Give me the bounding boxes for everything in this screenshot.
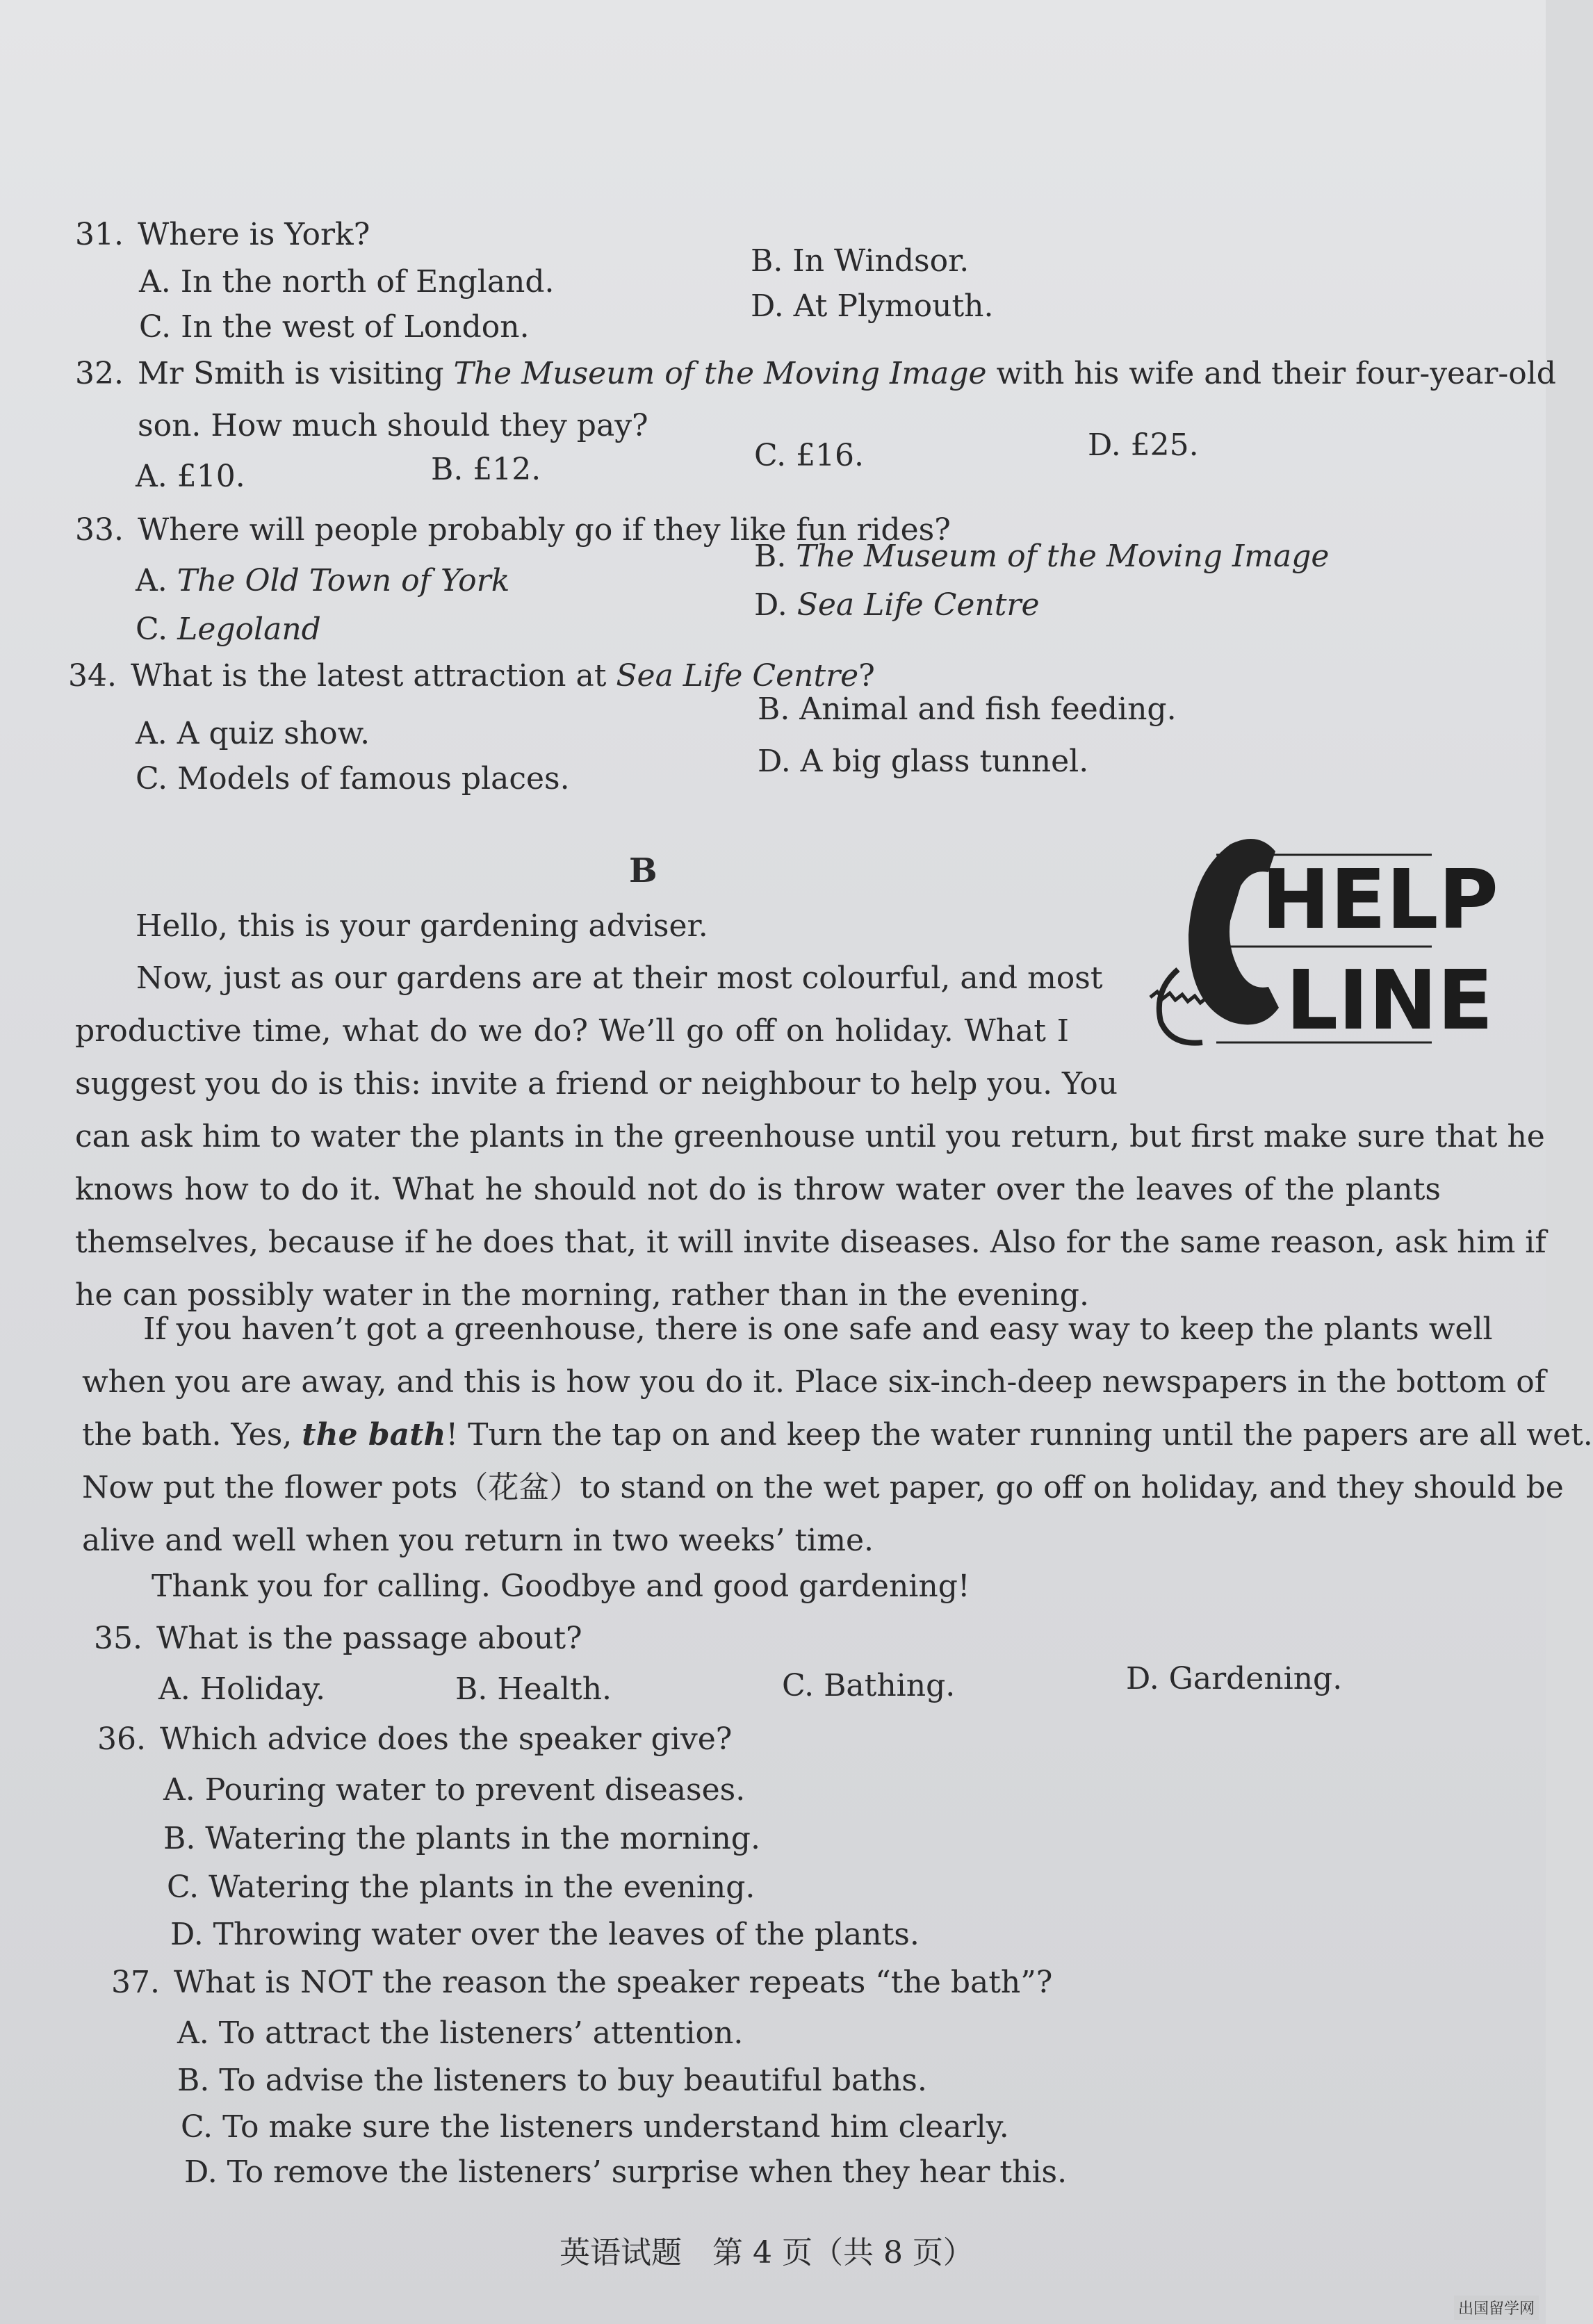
option-c bbox=[136, 612, 321, 647]
option-text: The Museum of the Moving Image bbox=[796, 539, 1330, 574]
question-stem: Where is York? bbox=[138, 217, 370, 252]
option-d: D. Gardening. bbox=[1126, 1661, 1343, 1696]
passage-greeting: Hello, this is your gardening adviser. bbox=[136, 908, 708, 944]
passage-text: ! Turn the tap on and keep the water running until the papers are all wet. bbox=[446, 1417, 1593, 1452]
emphasis-the-bath: the bath bbox=[302, 1417, 446, 1452]
option-a: A. In the north of England. bbox=[139, 264, 555, 300]
question-stem: Where will people probably go if they like fun rides? bbox=[138, 512, 951, 548]
passage-line: productive time, what do we do? We’ll go off on holiday. What I bbox=[75, 1013, 1069, 1049]
question-stem-pre: Mr Smith is visiting bbox=[138, 356, 454, 391]
option-b: B. In Windsor. bbox=[751, 243, 970, 279]
option-text: The Old Town of York bbox=[177, 563, 510, 598]
option-d bbox=[754, 587, 1040, 623]
option-b: B. Watering the plants in the morning. bbox=[163, 1821, 760, 1856]
question-35 bbox=[94, 1619, 582, 1658]
section-heading: B bbox=[629, 851, 657, 890]
option-c: C. To make sure the listeners understand him clearly. bbox=[181, 2109, 1009, 2145]
passage-closing: Thank you for calling. Goodbye and good gardening! bbox=[152, 1569, 970, 1604]
question-37 bbox=[111, 1963, 1052, 2002]
passage-text: the bath. Yes, bbox=[82, 1417, 302, 1452]
passage-paragraph-1-top bbox=[75, 952, 1118, 1111]
question-stem-pre: What is the latest attraction at bbox=[131, 658, 616, 694]
passage-line: can ask him to water the plants in the greenhouse until you return, but first make sure that he bbox=[75, 1119, 1545, 1154]
question-32 bbox=[75, 354, 1556, 393]
question-stem-italic: The Museum of the Moving Image bbox=[453, 356, 987, 391]
question-number: 33. bbox=[75, 512, 124, 548]
option-label: A. bbox=[136, 563, 168, 598]
question-number: 36. bbox=[97, 1721, 146, 1757]
passage-line: alive and well when you return in two weeks’ time. bbox=[82, 1523, 874, 1558]
question-number: 32. bbox=[75, 356, 124, 391]
logo-text-help: HELP bbox=[1261, 851, 1499, 947]
option-a: A. Holiday. bbox=[158, 1671, 326, 1707]
question-31 bbox=[75, 215, 370, 254]
passage-line: Now, just as our gardens are at their most colourful, and most bbox=[136, 960, 1103, 996]
passage-line: If you haven’t got a greenhouse, there is one safe and easy way to keep the plants well bbox=[143, 1311, 1493, 1347]
option-b bbox=[754, 539, 1329, 574]
passage-line: when you are away, and this is how you do it. Place six-inch-deep newspapers in the bottom of bbox=[82, 1364, 1546, 1400]
question-stem-post: with his wife and their four-year-old bbox=[986, 356, 1556, 391]
option-c: C. Bathing. bbox=[782, 1668, 956, 1703]
question-number: 34. bbox=[68, 658, 117, 694]
passage-line: Now put the flower pots（花盆）to stand on the wet paper, go off on holiday, and they should be bbox=[82, 1470, 1564, 1505]
passage-paragraph-2 bbox=[82, 1303, 1593, 1567]
passage-line: knows how to do it. What he should not do is throw water over the leaves of the plants bbox=[75, 1172, 1441, 1207]
option-b: B. Animal and fish feeding. bbox=[758, 692, 1177, 727]
question-34 bbox=[68, 657, 875, 695]
option-label: D. bbox=[754, 587, 787, 623]
option-a bbox=[136, 563, 509, 598]
site-watermark: 出国留学网 bbox=[1454, 2296, 1539, 2320]
option-d: D. Throwing water over the leaves of the plants. bbox=[170, 1917, 920, 1952]
question-number: 35. bbox=[94, 1621, 142, 1656]
option-label: B. bbox=[754, 539, 787, 574]
question-stem: What is NOT the reason the speaker repeats “the bath”? bbox=[174, 1965, 1053, 2000]
option-text: Legoland bbox=[177, 612, 321, 647]
passage-paragraph-1-bottom bbox=[75, 1111, 1546, 1322]
passage-line: themselves, because if he does that, it will invite diseases. Also for the same reason, ask him if bbox=[75, 1225, 1546, 1260]
question-stem-italic: Sea Life Centre bbox=[616, 658, 859, 694]
option-b: B. Health. bbox=[455, 1671, 612, 1707]
option-c: C. £16. bbox=[754, 438, 865, 473]
option-c: C. In the west of London. bbox=[139, 309, 530, 345]
option-d: D. At Plymouth. bbox=[751, 288, 994, 324]
option-text: Sea Life Centre bbox=[796, 587, 1040, 623]
question-stem: What is the passage about? bbox=[156, 1621, 582, 1656]
question-number: 31. bbox=[75, 217, 124, 252]
option-c: C. Models of famous places. bbox=[136, 761, 570, 796]
option-c: C. Watering the plants in the evening. bbox=[167, 1869, 755, 1905]
option-b: B. £12. bbox=[431, 452, 541, 487]
option-a: A. A quiz show. bbox=[136, 716, 370, 751]
telephone-icon bbox=[1112, 830, 1499, 1067]
passage-line: he can possibly water in the morning, rather than in the evening. bbox=[75, 1277, 1089, 1313]
question-number: 37. bbox=[111, 1965, 160, 2000]
question-36 bbox=[97, 1720, 732, 1758]
option-d: D. To remove the listeners’ surprise when they hear this. bbox=[184, 2154, 1068, 2190]
option-a: A. £10. bbox=[136, 459, 245, 494]
passage-line bbox=[82, 1409, 1593, 1462]
option-label: C. bbox=[136, 612, 168, 647]
help-line-logo bbox=[1112, 830, 1499, 1067]
question-32-line2: son. How much should they pay? bbox=[138, 408, 648, 443]
question-stem: Which advice does the speaker give? bbox=[160, 1721, 733, 1757]
option-a: A. To attract the listeners’ attention. bbox=[177, 2015, 744, 2051]
passage-line: suggest you do is this: invite a friend or neighbour to help you. You bbox=[75, 1066, 1118, 1102]
question-stem-post: ? bbox=[858, 658, 875, 694]
option-d: D. A big glass tunnel. bbox=[758, 744, 1089, 779]
logo-text-line: LINE bbox=[1286, 952, 1494, 1048]
page-footer: 英语试题 第 4 页（共 8 页） bbox=[559, 2235, 974, 2270]
option-a: A. Pouring water to prevent diseases. bbox=[163, 1772, 746, 1808]
option-b: B. To advise the listeners to buy beautiful baths. bbox=[177, 2063, 927, 2098]
option-d: D. £25. bbox=[1088, 427, 1199, 463]
